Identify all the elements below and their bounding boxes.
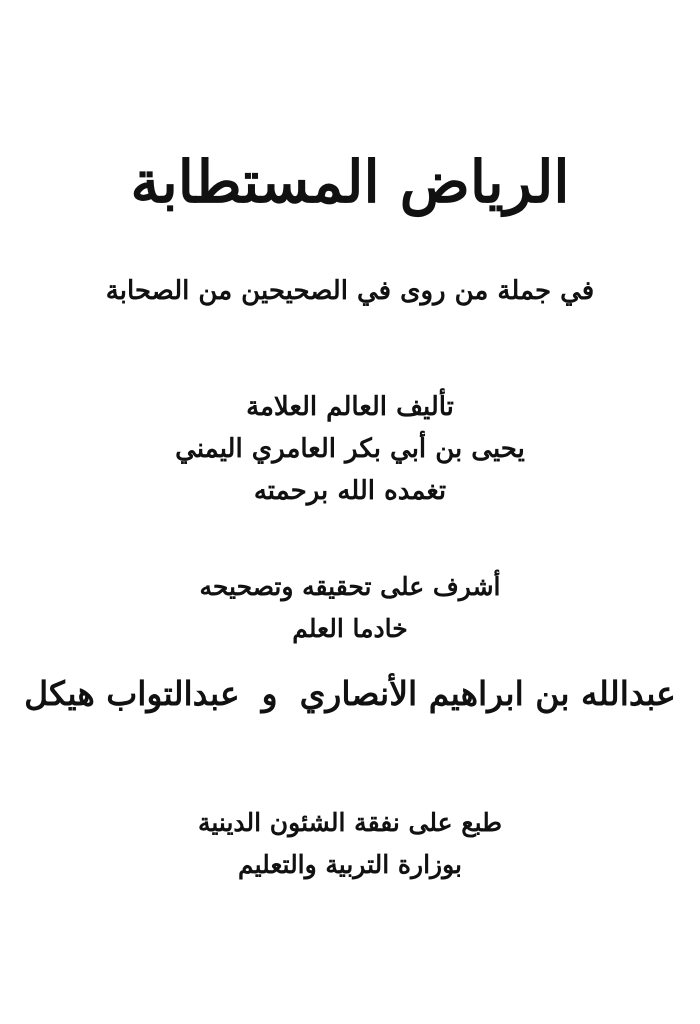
editor-conjunction: و	[261, 674, 278, 713]
editor-name-first: عبدالله بن ابراهيم الأنصاري	[299, 674, 676, 713]
editors-line	[24, 674, 676, 713]
book-title: الرياض المستطابة	[130, 148, 570, 216]
supervision-heading: أشرف على تحقيقه وتصحيحه	[199, 572, 501, 601]
author-blessing: تغمده الله برحمته	[253, 476, 447, 506]
author-heading: تأليف العالم العلامة	[246, 392, 454, 422]
book-subtitle: في جملة من روى في الصحيحين من الصحابة	[105, 276, 595, 306]
printing-note: طبع على نفقة الشئون الدينية	[197, 808, 503, 837]
editor-name-second: عبدالتواب هيكل	[24, 674, 240, 713]
printing-ministry: بوزارة التربية والتعليم	[238, 850, 462, 879]
author-name: يحيى بن أبي بكر العامري اليمني	[175, 434, 525, 464]
supervision-subheading: خادما العلم	[292, 614, 408, 643]
